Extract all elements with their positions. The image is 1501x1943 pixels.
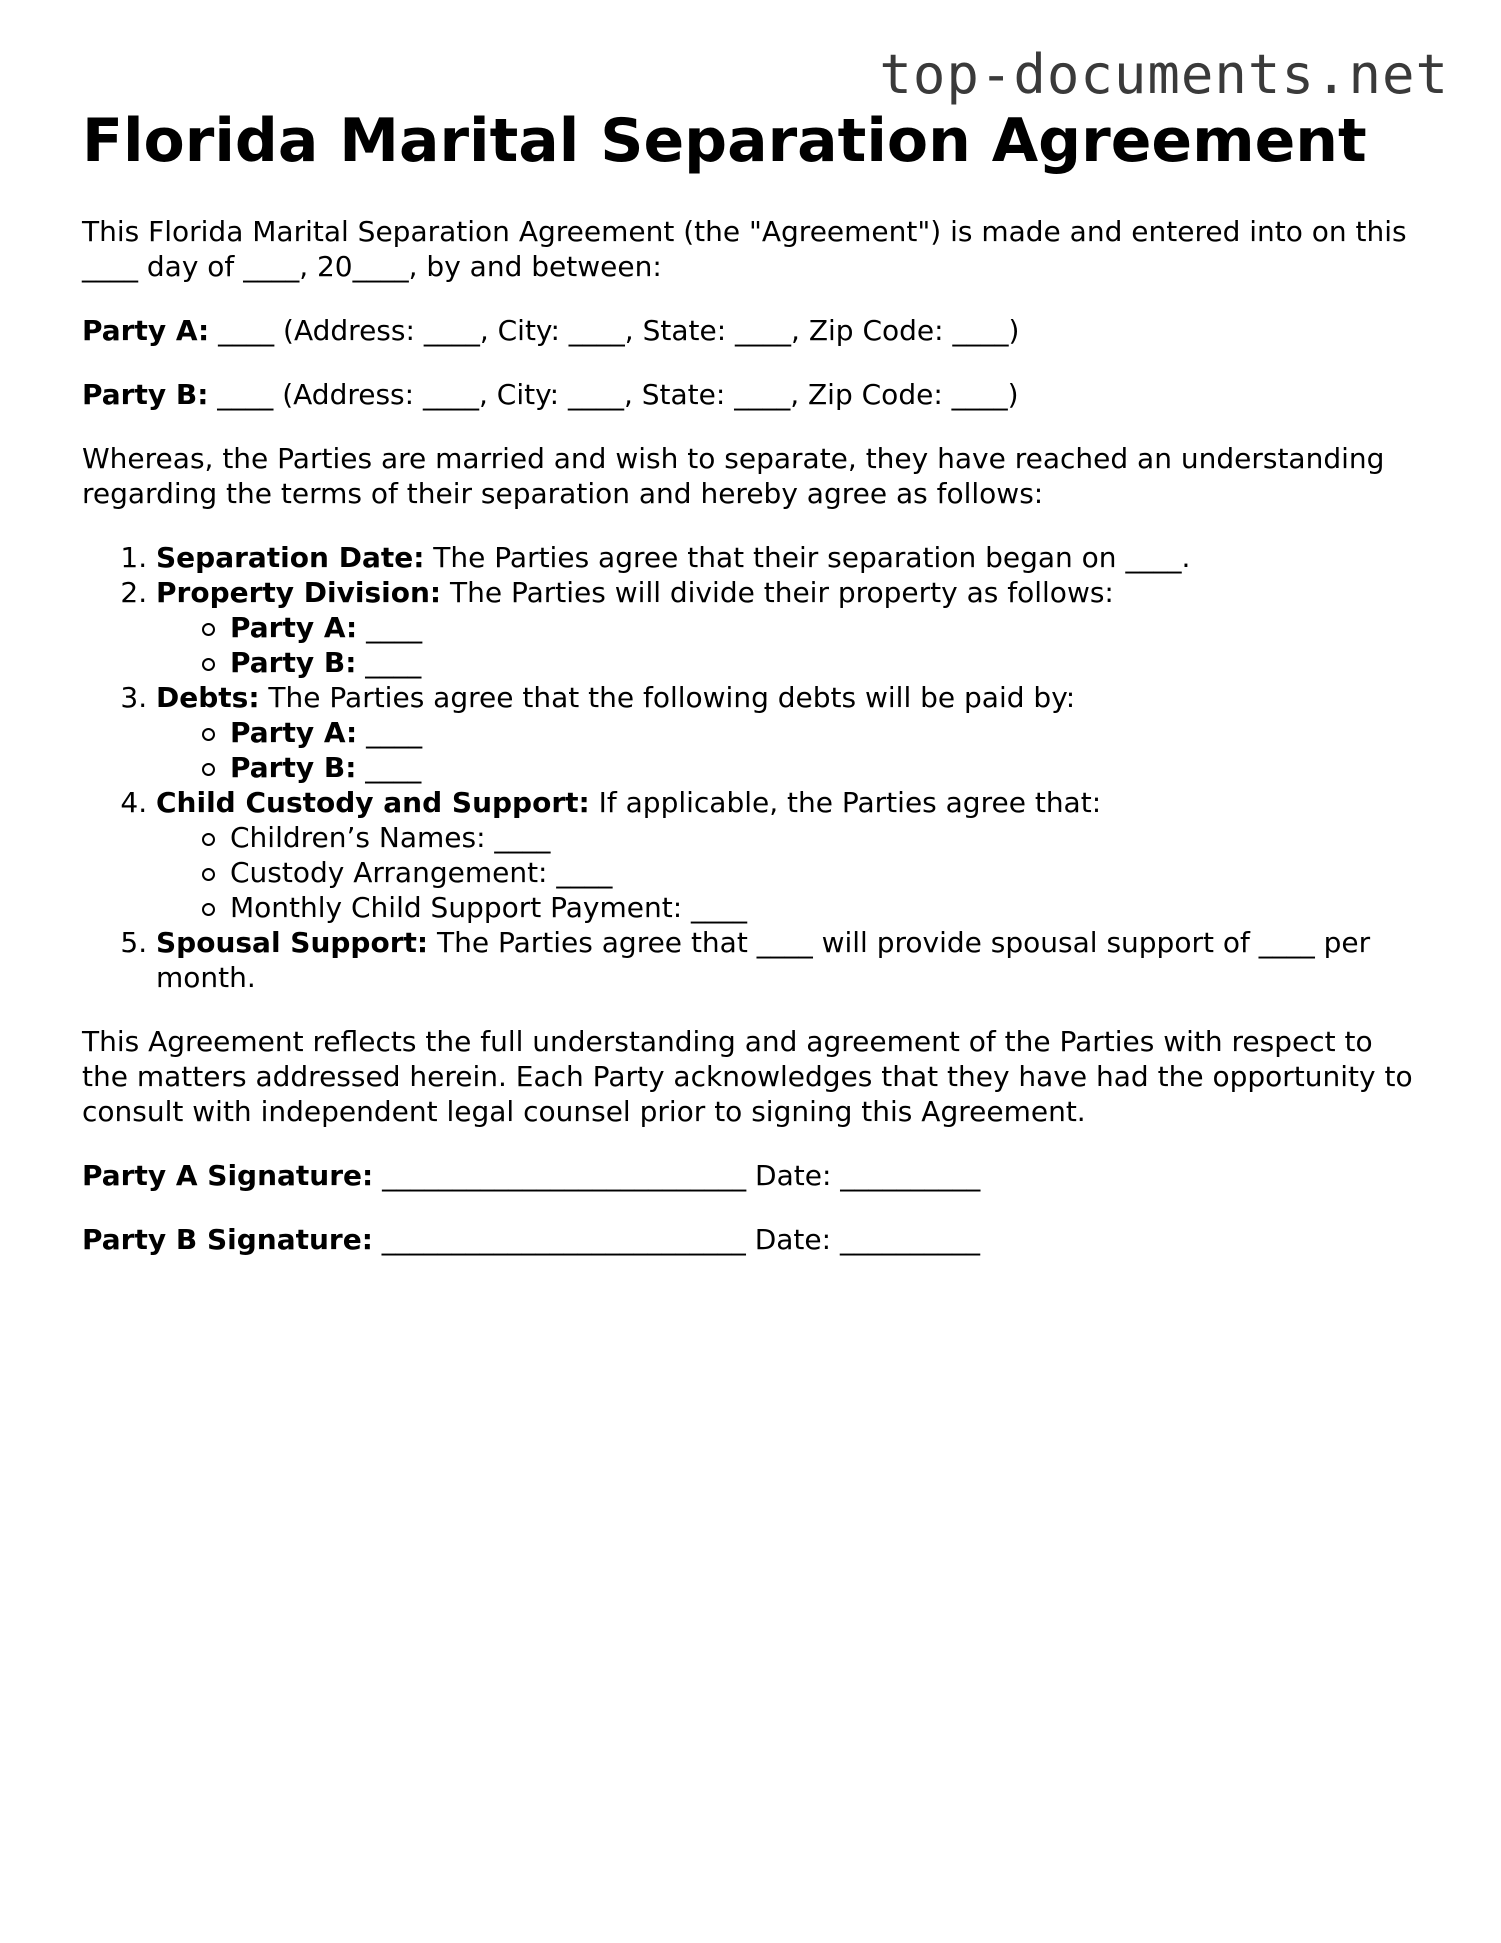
term-label: Separation Date: [156, 541, 425, 574]
signature-label: Party A Signature: [82, 1159, 374, 1192]
sub-text: ____ [357, 716, 423, 749]
term-spousal-support [156, 925, 1422, 995]
sub-label: Party B: [230, 751, 357, 784]
sub-text: ____ [356, 646, 422, 679]
document-title: Florida Marital Separation Agreement [82, 106, 1367, 176]
party-b-text: ____ (Address: ____, City: ____, State: ____, Zip Code: ____) [208, 378, 1019, 411]
term-label: Property Division: [156, 576, 442, 609]
debts-sublist [156, 715, 1422, 785]
sub-text: ____ [356, 751, 422, 784]
party-a-signature-line [82, 1158, 1422, 1193]
term-label: Spousal Support: [156, 926, 429, 959]
term-label: Debts: [156, 681, 260, 714]
party-a-text: ____ (Address: ____, City: ____, State: ____, Zip Code: ____) [209, 314, 1020, 347]
term-property-division [156, 575, 1422, 680]
party-a-label: Party A: [82, 314, 210, 347]
sub-item [230, 610, 1422, 645]
signature-blank: __________________________ Date: __________ [372, 1223, 980, 1256]
term-label: Child Custody and Support: [156, 786, 590, 819]
sub-label: Party A: [230, 611, 358, 644]
party-b-label: Party B: [82, 378, 209, 411]
party-b-signature-line [82, 1222, 1422, 1257]
term-text: The Parties agree that the following debts will be paid by: [259, 681, 1076, 714]
custody-sublist [156, 820, 1422, 925]
watermark: top-documents.net [879, 43, 1449, 106]
sub-item [230, 750, 1422, 785]
property-sublist [156, 610, 1422, 680]
sub-item: Monthly Child Support Payment: ____ [230, 890, 1422, 925]
signature-blank: __________________________ Date: __________ [373, 1159, 981, 1192]
sub-item: Children’s Names: ____ [230, 820, 1422, 855]
term-debts [156, 680, 1422, 785]
sub-item [230, 645, 1422, 680]
term-text: The Parties agree that their separation began on ____. [424, 541, 1191, 574]
term-text: The Parties will divide their property as follows: [441, 576, 1114, 609]
term-separation-date [156, 540, 1422, 575]
sub-label: Party A: [230, 716, 358, 749]
term-text: The Parties agree that ____ will provide spousal support of ____ per month. [156, 926, 1371, 994]
document-body [82, 214, 1422, 1286]
intro-paragraph: This Florida Marital Separation Agreement (the "Agreement") is made and entered into on this ____ day of ____, 20____, by and between: [82, 215, 1407, 283]
sub-label: Party B: [230, 646, 357, 679]
sub-text: ____ [357, 611, 423, 644]
term-text: If applicable, the Parties agree that: [589, 786, 1102, 819]
party-b-line [82, 377, 1422, 412]
closing-paragraph: This Agreement reflects the full understanding and agreement of the Parties with respect to the matters addressed herein. Each Party acknowledges that they have had the opportunity to consult with independent legal counsel prior to signing this Agreement. [82, 1025, 1413, 1128]
sub-item: Custody Arrangement: ____ [230, 855, 1422, 890]
whereas-paragraph: Whereas, the Parties are married and wish to separate, they have reached an understanding regarding the terms of their separation and hereby agree as follows: [82, 442, 1385, 510]
terms-list [82, 540, 1422, 995]
term-child-custody [156, 785, 1422, 925]
sub-item [230, 715, 1422, 750]
party-a-line [82, 313, 1422, 348]
signature-label: Party B Signature: [82, 1223, 373, 1256]
